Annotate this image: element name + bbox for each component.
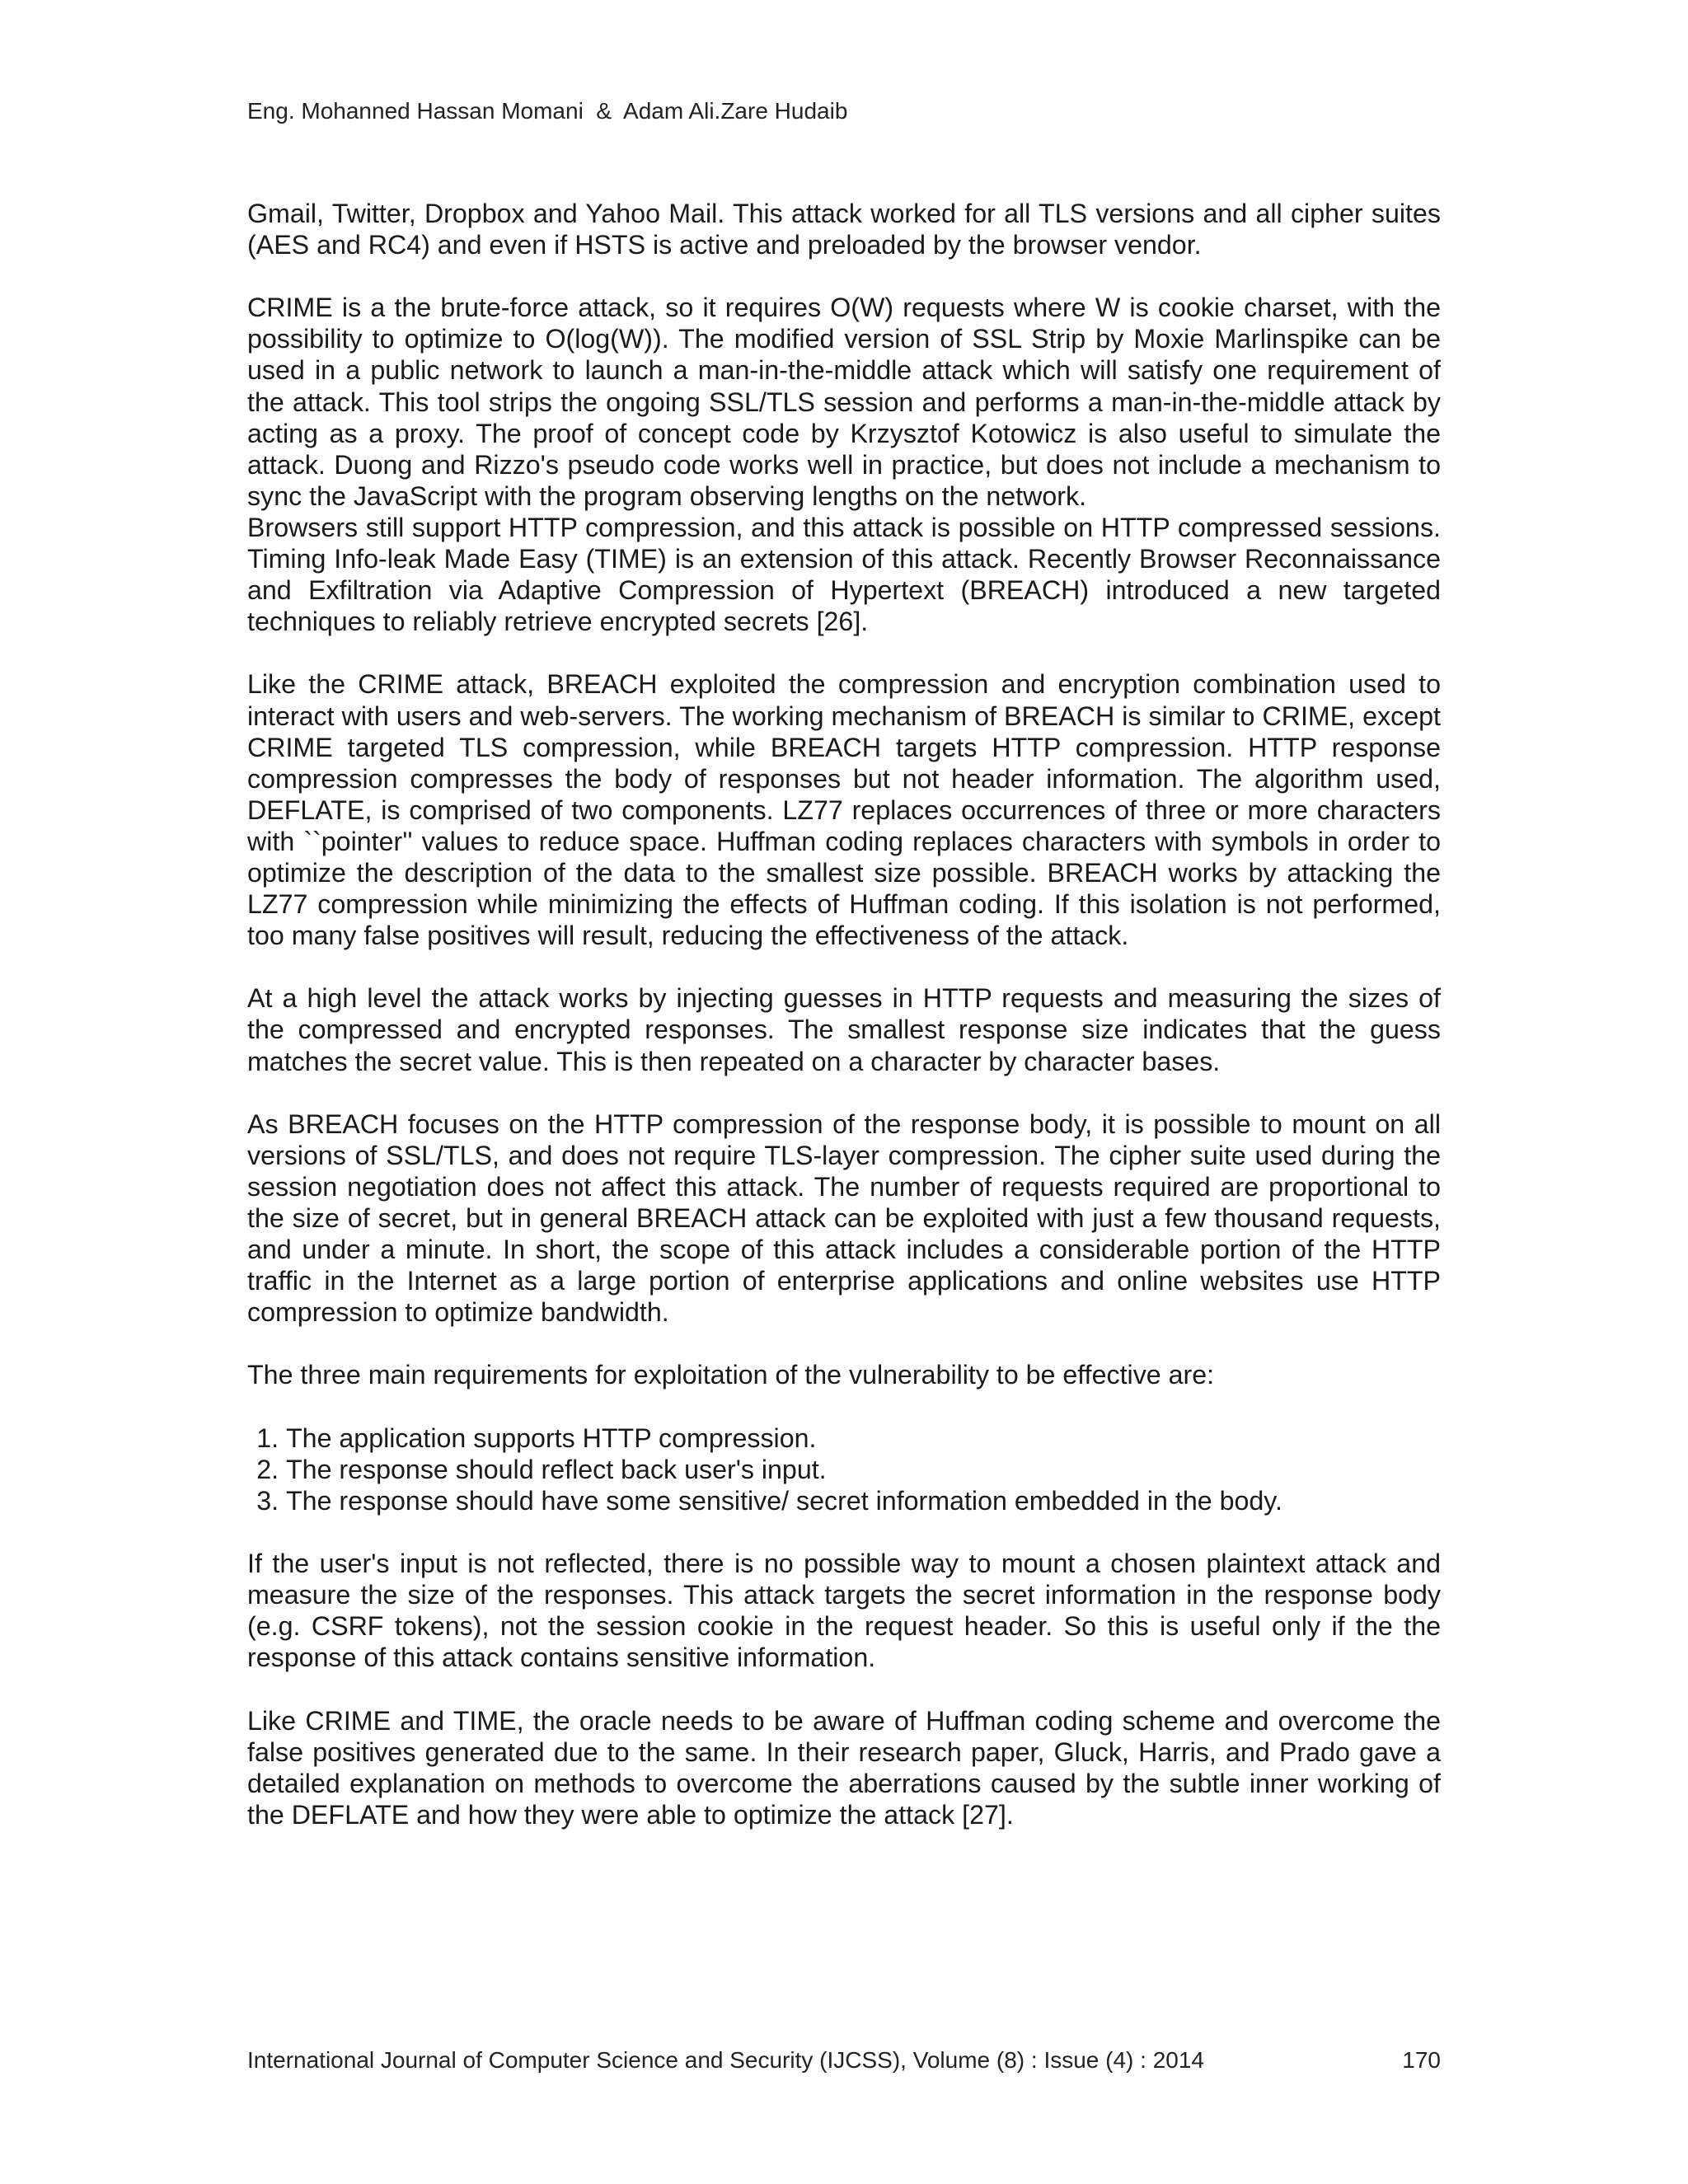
paragraph: CRIME is a the brute-force attack, so it requires O(W) requests where W is cookie charset, with the possibility to optimize to O(log(W)). The modified version of SSL Strip by Moxie Marlinspike can be used in a public network to launch a man-in-the-middle attack which will satisfy one requirement of the attack. This tool strips the ongoing SSL/TLS session and performs a man-in-the-middle attack by acting as a proxy. The proof of concept code by Krzysztof Kotowicz is also useful to simulate the attack. Duong and Rizzo's pseudo code works well in practice, but does not include a mechanism to sync the JavaScript with the program observing lengths on the network. xyxy=(247,293,1441,511)
paragraph: Like CRIME and TIME, the oracle needs to be aware of Huffman coding scheme and overcome the false positives generated due to the same. In their research paper, Gluck, Harris, and Prado gave a detailed explanation on methods to overcome the aberrations caused by the subtle inner working of the DEFLATE and how they were able to optimize the attack [27]. xyxy=(247,1705,1441,1830)
list-item: 1. The application supports HTTP compression. xyxy=(286,1422,1441,1454)
footer-journal-citation: International Journal of Computer Science and Security (IJCSS), Volume (8) : Issue (4) : 2014 xyxy=(247,2047,1205,2073)
requirements-list xyxy=(247,1422,1441,1516)
paragraph: If the user's input is not reflected, there is no possible way to mount a chosen plaintext attack and measure the size of the responses. This attack targets the secret information in the response body (e.g. CSRF tokens), not the session cookie in the request header. So this is useful only if the the response of this attack contains sensitive information. xyxy=(247,1549,1441,1673)
page-number: 170 xyxy=(1402,2047,1441,2073)
paragraph: As BREACH focuses on the HTTP compression of the response body, it is possible to mount on all versions of SSL/TLS, and does not require TLS-layer compression. The cipher suite used during the session negotiation does not affect this attack. The number of requests required are proportional to the size of secret, but in general BREACH attack can be exploited with just a few thousand requests, and under a minute. In short, the scope of this attack includes a considerable portion of the HTTP traffic in the Internet as a large portion of enterprise applications and online websites use HTTP compression to optimize bandwidth. xyxy=(247,1108,1441,1328)
paragraph: Browsers still support HTTP compression, and this attack is possible on HTTP compressed sessions. Timing Info-leak Made Easy (TIME) is an extension of this attack. Recently Browser Reconnaissance and Exfiltration via Adaptive Compression of Hypertext (BREACH) introduced a new targeted techniques to reliably retrieve encrypted secrets [26]. xyxy=(247,512,1441,637)
list-item: 2. The response should reflect back user's input. xyxy=(286,1454,1441,1485)
paragraph: Gmail, Twitter, Dropbox and Yahoo Mail. This attack worked for all TLS versions and all cipher suites (AES and RC4) and even if HSTS is active and preloaded by the browser vendor. xyxy=(247,199,1441,260)
list-item: 3. The response should have some sensitive/ secret information embedded in the body. xyxy=(286,1485,1441,1516)
running-header-authors: Eng. Mohanned Hassan Momani & Adam Ali.Zare Hudaib xyxy=(247,98,848,124)
body-text xyxy=(247,198,1441,1862)
paragraph: The three main requirements for exploitation of the vulnerability to be effective are: xyxy=(247,1360,1215,1390)
paragraph: Like the CRIME attack, BREACH exploited the compression and encryption combination used to interact with users and web-servers. The working mechanism of BREACH is similar to CRIME, except CRIME targeted TLS compression, while BREACH targets HTTP compression. HTTP response compression compresses the body of responses but not header information. The algorithm used, DEFLATE, is comprised of two components. LZ77 replaces occurrences of three or more characters with ``pointer'' values to reduce space. Huffman coding replaces characters with symbols in order to optimize the description of the data to the smallest size possible. BREACH works by attacking the LZ77 compression while minimizing the effects of Huffman coding. If this isolation is not performed, too many false positives will result, reducing the effectiveness of the attack. xyxy=(247,669,1441,951)
paragraph: At a high level the attack works by injecting guesses in HTTP requests and measuring the sizes of the compressed and encrypted responses. The smallest response size indicates that the guess matches the secret value. This is then repeated on a character by character bases. xyxy=(247,983,1441,1076)
